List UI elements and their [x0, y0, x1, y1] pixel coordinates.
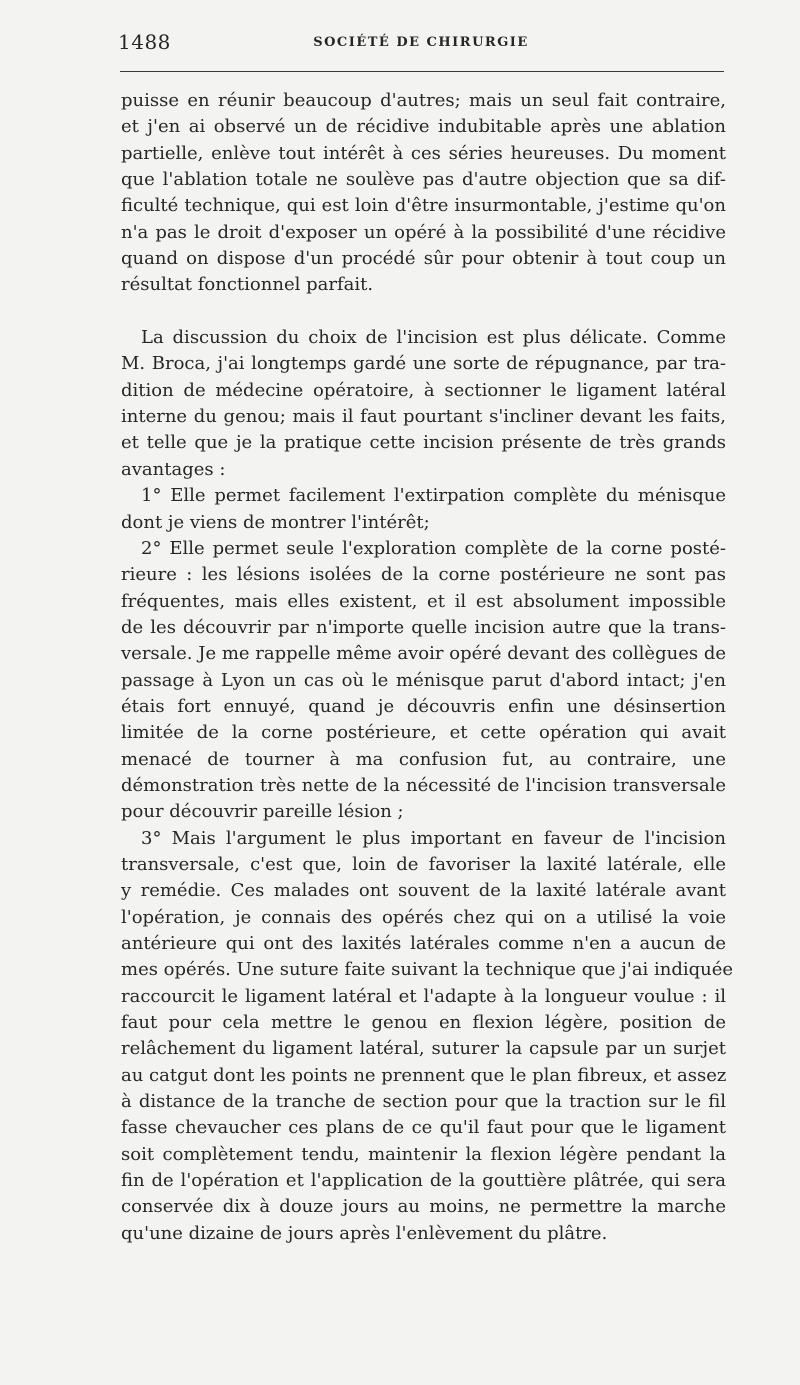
- text-line: rieure : les lésions isolées de la corne postérieure ne sont pas: [121, 564, 726, 586]
- page-number: 1488: [118, 30, 171, 54]
- text-line: dont je viens de montrer l'intérêt;: [121, 511, 430, 533]
- text-line: antérieure qui ont des laxités latérales comme n'en a aucun de: [121, 933, 726, 954]
- text-line: passage à Lyon un cas où le ménisque parut d'abord intact; j'en: [121, 669, 726, 691]
- text-line: La discussion du choix de l'incision est plus délicate. Comme: [141, 327, 726, 349]
- text-line: résultat fonctionnel parfait.: [121, 274, 374, 296]
- paragraph-ablation: [121, 88, 726, 299]
- text-line: démonstration très nette de la nécessité de l'incision transversale: [121, 774, 726, 796]
- text-line: fasse chevaucher ces plans de ce qu'il faut pour que le ligament: [121, 1117, 726, 1139]
- text-line: M. Broca, j'ai longtemps gardé une sorte de répugnance, par tra-: [121, 353, 726, 375]
- paragraph-point-2: [121, 536, 726, 826]
- text-line: dition de médecine opératoire, à sectionner le ligament latéral: [121, 379, 726, 401]
- text-line: 3° Mais l'argument le plus important en faveur de l'incision: [141, 827, 726, 849]
- paragraph-point-1: [121, 483, 726, 536]
- header-rule: [120, 71, 724, 72]
- paragraph-incision: [121, 325, 726, 483]
- text-line: pour découvrir pareille lésion ;: [121, 801, 404, 823]
- text-line: interne du genou; mais il faut pourtant s'incliner devant les faits,: [121, 406, 726, 428]
- text-line: au catgut dont les points ne prennent que le plan fibreux, et assez: [121, 1064, 727, 1086]
- paragraph-point-3: [121, 826, 734, 1248]
- text-line: étais fort ennuyé, quand je découvris enfin une désinsertion: [121, 695, 726, 717]
- text-line: transversale, c'est que, loin de favoriser la laxité latérale, elle: [121, 853, 726, 875]
- text-line: à distance de la tranche de section pour que la traction sur le fil: [121, 1091, 726, 1113]
- text-line: que l'ablation totale ne soulève pas d'autre objection que sa dif-: [121, 169, 726, 191]
- text-line: l'opération, je connais des opérés chez qui on a utilisé la voie: [121, 906, 726, 928]
- text-line: n'a pas le droit d'exposer un opéré à la possibilité d'une récidive: [121, 221, 726, 243]
- text-line: menacé de tourner à ma confusion fut, au contraire, une: [121, 748, 726, 770]
- text-line: raccourcit le ligament latéral et l'adapte à la longueur voulue : il: [121, 985, 726, 1007]
- text-line: ficulté technique, qui est loin d'être insurmontable, j'estime qu'on: [121, 195, 726, 217]
- text-line: avantages :: [121, 458, 226, 480]
- text-line: versale. Je me rappelle même avoir opéré devant des collègues de: [121, 643, 726, 665]
- page-header: [118, 30, 724, 56]
- paragraph-gap: [121, 299, 726, 325]
- text-line: y remédie. Ces malades ont souvent de la laxité latérale avant: [121, 880, 726, 902]
- text-line: et j'en ai observé un de récidive indubitable après une ablation: [121, 116, 726, 138]
- running-title: SOCIÉTÉ DE CHIRURGIE: [313, 35, 529, 50]
- text-line: et telle que je la pratique cette incision présente de très grands: [121, 432, 726, 454]
- text-line: faut pour cela mettre le genou en flexion légère, position de: [121, 1012, 726, 1034]
- body-text: [121, 88, 734, 1247]
- text-line: fréquentes, mais elles existent, et il est absolument impossible: [121, 590, 726, 612]
- text-line: relâchement du ligament latéral, suturer la capsule par un surjet: [121, 1038, 726, 1060]
- text-line: puisse en réunir beaucoup d'autres; mais un seul fait contraire,: [121, 90, 726, 111]
- text-line: quand on dispose d'un procédé sûr pour obtenir à tout coup un: [121, 248, 726, 270]
- text-line: limitée de la corne postérieure, et cette opération qui avait: [121, 722, 726, 744]
- text-line: 1° Elle permet facilement l'extirpation complète du ménisque: [141, 485, 726, 507]
- text-line: partielle, enlève tout intérêt à ces séries heureuses. Du moment: [121, 142, 726, 164]
- text-line: conservée dix à douze jours au moins, ne permettre la marche: [121, 1196, 726, 1218]
- text-line: de les découvrir par n'importe quelle incision autre que la trans-: [121, 616, 726, 638]
- text-line: 2° Elle permet seule l'exploration complète de la corne posté-: [141, 537, 726, 559]
- text-line: qu'une dizaine de jours après l'enlèvement du plâtre.: [121, 1222, 608, 1244]
- text-line: soit complètement tendu, maintenir la flexion légère pendant la: [121, 1143, 726, 1165]
- text-line: fin de l'opération et l'application de la gouttière plâtrée, qui sera: [121, 1170, 726, 1192]
- text-line: mes opérés. Une suture faite suivant la technique que j'ai indiquée: [121, 959, 734, 981]
